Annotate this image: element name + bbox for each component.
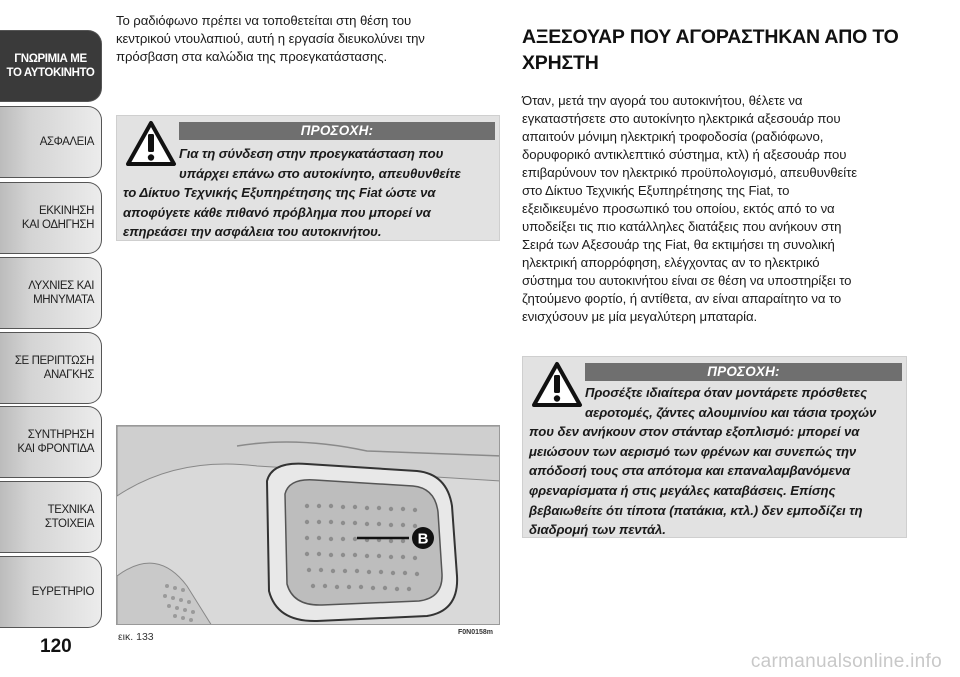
text-line: εγκαταστήσετε στο αυτοκίνητο ηλεκτρικά αξεσουάρ που (522, 111, 841, 126)
sidebar-tab-label: ΣΕ ΠΕΡΙΠΤΩΣΗ (14, 355, 94, 367)
sidebar-tab-label: ΑΝΑΓΚΗΣ (43, 369, 94, 381)
sidebar-tab-3[interactable] (0, 182, 102, 254)
text-line: απαιτούν μόνιμη ηλεκτρική τροφοδοσία (ραδιόφωνο, (522, 129, 824, 144)
sidebar-tab-label: ΑΣΦΑΛΕΙΑ (39, 136, 94, 148)
warning-text-line: αεροτομές, ζάντες αλουμινίου και τάσια τροχών (585, 404, 877, 420)
warning-text-line: υπάρχει επάνω στο αυτοκίνητο, απευθυνθείτε (179, 165, 461, 181)
text-line: υποδείξει τις πιο κατάλληλες διατάξεις που ανήκουν στη (522, 219, 842, 234)
sidebar-tab-2[interactable] (0, 106, 102, 178)
sidebar-tab-4[interactable] (0, 257, 102, 329)
right-column (522, 24, 907, 326)
warning-text-line: επηρεάσει την ασφάλεια του αυτοκινήτου. (123, 224, 382, 240)
sidebar-tab-1[interactable] (0, 30, 102, 102)
sidebar-tab-label: ΚΑΙ ΦΡΟΝΤΙΔΑ (17, 443, 94, 455)
text-line: ηλεκτρική απορρόφηση, ελέγχοντας αν το ηλεκτρικό (522, 255, 820, 270)
warning-text (123, 144, 499, 242)
warning-box-right (522, 356, 907, 538)
text-line: σύστημα του αυτοκινήτου είναι σε θέση να υποστηρίξει το (522, 273, 852, 288)
sidebar-tab-label: ΚΑΙ ΟΔΗΓΗΣΗ (21, 219, 94, 231)
text-line: επιβαρύνουν τον ηλεκτρικό προϋπολογισμό, απευθυνθείτε (522, 165, 857, 180)
text-line: πρόσβαση στα καλώδια της προεγκατάστασης. (116, 49, 388, 64)
text-line: ενισχύσουν με μία μεγαλύτερη μπαταρία. (522, 309, 758, 324)
figure-caption: εικ. 133 (118, 631, 154, 643)
figure-radio-speaker (116, 425, 500, 625)
sidebar-tab-5[interactable] (0, 332, 102, 404)
sidebar-tab-label: ΓΝΩΡΙΜΙΑ ΜΕ (14, 53, 87, 65)
left-intro-text (116, 12, 500, 66)
warning-title: ΠΡΟΣΟΧΗ: (179, 122, 495, 140)
sidebar-tab-label: ΣΤΟΙΧΕΙΑ (44, 518, 94, 530)
sidebar-tab-label: ΜΗΝΥΜΑΤΑ (33, 294, 94, 306)
section-heading (522, 24, 907, 76)
text-line: ζητούμενο φορτίο, ή αντίθετα, αν είναι απαραίτητο να το (522, 291, 842, 306)
warning-text-line: βεβαιωθείτε ότι τίποτα (πατάκια, κτλ.) δεν εμποδίζει τη (529, 502, 863, 518)
sidebar-tab-7[interactable] (0, 481, 102, 553)
section-body-text (522, 92, 907, 326)
sidebar-tab-label: ΤΕΧΝΙΚΑ (47, 504, 94, 516)
sidebar-tab-label: ΛΥΧΝΙΕΣ ΚΑΙ (28, 280, 94, 292)
warning-text-line: διαδρομή των πεντάλ. (529, 522, 666, 538)
sidebar-tab-8[interactable] (0, 556, 102, 628)
text-line: εξειδικευμένο προσωπικό του οποίου, εκτός από το να (522, 201, 835, 216)
chapter-sidebar (0, 0, 104, 630)
warning-text-line: Για τη σύνδεση στην προεγκατάσταση που (179, 146, 444, 161)
warning-text-line: μειώσουν των αερισμό των φρένων και συνεπώς την (529, 443, 857, 459)
warning-title: ΠΡΟΣΟΧΗ: (585, 363, 902, 381)
warning-text-line: φρεναρίσματα ή στις μεγάλες καταβάσεις. Επίσης (529, 482, 836, 498)
warning-text-line: Προσέξτε ιδιαίτερα όταν μοντάρετε πρόσθετες (585, 385, 868, 400)
text-line: Σειρά των Αξεσουάρ της Fiat, θα εκτιμήσει τη συνολική (522, 237, 835, 252)
text-line: στο Δίκτυο Τεχνικής Εξυπηρέτησης της Fiat, το (522, 183, 790, 198)
sidebar-tab-label: ΤΟ ΑΥΤΟΚΙΝΗΤΟ (6, 67, 95, 79)
sidebar-tab-label: ΕΥΡΕΤΗΡΙΟ (31, 586, 94, 598)
watermark: carmanualsonline.info (750, 651, 942, 672)
sidebar-tab-label: ΣΥΝΤΗΡΗΣΗ (27, 429, 94, 441)
text-line: Όταν, μετά την αγορά του αυτοκινήτου, θέλετε να (522, 93, 803, 108)
page-number: 120 (40, 636, 72, 657)
sidebar-tab-6[interactable] (0, 406, 102, 478)
speaker-illustration (117, 426, 500, 625)
warning-text (529, 383, 906, 540)
warning-box-left (116, 115, 500, 241)
callout-b-label: B (417, 530, 429, 548)
warning-text-line: που δεν ανήκουν στον στάνταρ εξοπλισμό: μπορεί να (529, 424, 860, 440)
heading-line: ΧΡΗΣΤΗ (522, 52, 599, 74)
heading-line: ΑΞΕΣΟΥΑΡ ΠΟΥ ΑΓΟΡΑΣΤΗΚΑΝ ΑΠΟ ΤΟ (522, 26, 899, 48)
text-line: Το ραδιόφωνο πρέπει να τοποθετείται στη θέση του (116, 13, 412, 28)
warning-text-line: το Δίκτυο Τεχνικής Εξυπηρέτησης της Fiat ώστε να (123, 185, 436, 201)
text-line: δορυφορικό αντικλεπτικό σύστημα, κτλ) ή αξεσουάρ που (522, 147, 847, 162)
sidebar-tab-label: ΕΚΚΙΝΗΣΗ (38, 205, 94, 217)
figure-code: F0N0158m (458, 629, 494, 636)
warning-text-line: αποφύγετε κάθε πιθανό πρόβλημα που μπορεί να (123, 204, 431, 220)
text-line: κεντρικού ντουλαπιού, αυτή η εργασία διευκολύνει την (116, 31, 425, 46)
warning-text-line: απόδοσή τους στα απότομα και επαναλαμβανόμενα (529, 463, 851, 479)
